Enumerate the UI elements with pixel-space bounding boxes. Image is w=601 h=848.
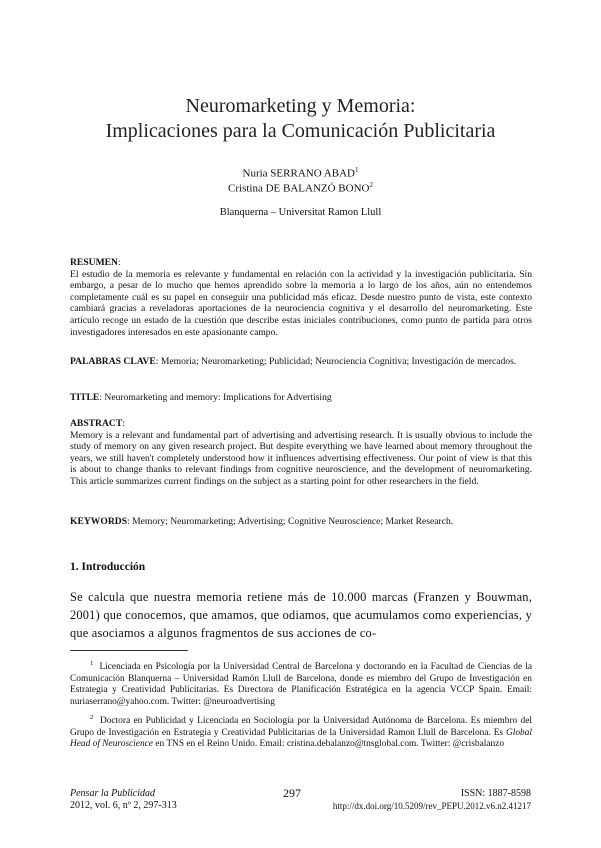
- footnote-2-text-after: en TNS en el Reino Unido. Email: cristina.debalanzo@tnsglobal.com. Twitter: @crisbalanzo: [152, 739, 505, 750]
- footnote-1-text: Licenciada en Psicología por la Universidad Central de Barcelona y doctorando en la Facultad de Ciencias de la Comunicación Blanquerna – Universidad Ramón Llull de Barcelona, donde es miembro del Grupo de Investigación en Estrategia y Creatividad Publicitarias. Es Directora de Planificación Estratégica en la agencia VCCP Spain. Email: nuriaserrano@yahoo.com. Twitter: @neuroadvertising: [70, 662, 533, 707]
- keywords-label: KEYWORDS: [70, 516, 128, 527]
- resumen-block: RESUMEN: El estudio de la memoria es relevante y fundamental en relación con la actividad y la investigación publicitaria. Sin embargo, a pesar de lo mucho que hemos aprendido sobre la memoria a lo largo de los años, aún no entendemos completamente cuál es su papel en conseguir una publicidad más eficaz. Desde nuestro punto de vista, este contexto cambiará gracias a reveladoras aportaciones de la neurociencia cognitiva y el desarrollo del neuromarketing. Este artículo recoge un estado de la cuestión que describe estas iniciales contribuciones, como punto de partida para otros investigadores interesados en este apasionante campo.: [70, 257, 532, 338]
- title-en-block: TITLE: Neuromarketing and memory: Implications for Advertising: [70, 392, 332, 403]
- title-line-2: Implicaciones para la Comunicación Publicitaria: [105, 120, 496, 142]
- author-1-footnote-mark[interactable]: 1: [354, 166, 359, 174]
- keywords-block: KEYWORDS: Memory; Neuromarketing; Advertising; Cognitive Neuroscience; Market Research.: [70, 516, 454, 527]
- footnote-2: [70, 712, 532, 751]
- keywords-text: Memory; Neuromarketing; Advertising; Cognitive Neuroscience; Market Research.: [132, 516, 454, 527]
- footer-volume: 2012, vol. 6, nº 2, 297-313: [70, 800, 177, 811]
- page-number: 297: [283, 786, 301, 800]
- author-2-name: Cristina DE BALANZÓ BONO: [228, 182, 370, 195]
- author-2: [0, 178, 601, 197]
- abstract-text: Memory is a relevant and fundamental part of advertising and advertising research. It is usually obvious to include the study of memory on any given research project. But despite everything we have learned about memory throughout the years, we still haven't completely understood how it influences advertising effectiveness. Our point of view is that this is about to change thanks to relevant findings from cognitive neuroscience, and the development of neuromarketing. This article summarizes current findings on the subject as a starting point for other researchers in the field.: [70, 429, 532, 487]
- affiliation: Blanquerna – Universitat Ramon Llull: [219, 207, 382, 218]
- palabras-clave-block: PALABRAS CLAVE: Memoria; Neuromarketing; Publicidad; Neurociencia Cognitiva; Investigación de mercados.: [70, 356, 517, 367]
- palabras-clave-text: Memoria; Neuromarketing; Publicidad; Neurociencia Cognitiva; Investigación de mercados.: [160, 356, 517, 367]
- abstract-label: ABSTRACT: [70, 418, 123, 429]
- title-en-label: TITLE: [70, 392, 100, 403]
- footer-issn: ISSN: 1887-8598: [460, 788, 531, 799]
- author-2-footnote-mark[interactable]: 2: [369, 181, 373, 189]
- author-1-name: Nuria SERRANO ABAD: [242, 167, 355, 180]
- intro-paragraph: Se calcula que nuestra memoria retiene más de 10.000 marcas (Franzen y Bouwman, 2001) que conocemos, que amamos, que odiamos, que acumulamos como experiencias, y que asociamos a algunos fragmentos de sus acciones de co-: [70, 590, 532, 640]
- footer-journal: Pensar la Publicidad: [70, 788, 155, 799]
- title-en-text: Neuromarketing and memory: Implications for Advertising: [104, 392, 332, 403]
- footer-doi[interactable]: http://dx.doi.org/10.5209/rev_PEPU.2012.v6.n2.41217: [332, 801, 531, 811]
- footnote-1: [70, 658, 532, 709]
- resumen-label: RESUMEN: [70, 257, 118, 268]
- resumen-text: El estudio de la memoria es relevante y fundamental en relación con la actividad y la investigación publicitaria. Sin embargo, a pesar de lo mucho que hemos aprendido sobre la memoria a lo largo de los años, aún no entendemos completamente cuál es su papel en conseguir una publicidad más eficaz. Desde nuestro punto de vista, este contexto cambiará gracias a reveladoras aportaciones de la neurociencia cognitiva y el desarrollo del neuromarketing. Este artículo recoge un estado de la cuestión que describe estas iniciales contribuciones, como punto de partida para otros investigadores interesados en este apasionante campo.: [70, 268, 532, 338]
- footnote-1-mark: 1: [90, 660, 94, 667]
- palabras-clave-label: PALABRAS CLAVE: [70, 356, 156, 367]
- footnote-2-mark: 2: [90, 714, 94, 721]
- section-heading: 1. Introducción: [70, 561, 146, 573]
- footnote-2-text-before: Doctora en Publicidad y Licenciada en Sociología por la Universidad Autónoma de Barcelona. Es miembro del Grupo de Investigación en Estrategia y Creatividad Publicitarias de la Universidad Ramon Llull de Barcelona. Es: [70, 716, 532, 738]
- title-line-1: Neuromarketing y Memoria:: [185, 95, 416, 117]
- footnote-divider: [70, 650, 188, 651]
- footnote-2-italic: Global Head of Neuroscience: [70, 727, 532, 750]
- abstract-block: ABSTRACT: Memory is a relevant and fundamental part of advertising and advertising research. It is usually obvious to include the study of memory on any given research project. But despite everything we have learned about memory throughout the years, we still haven't completely understood how it influences advertising effectiveness. Our point of view is that this is about to change thanks to relevant findings from cognitive neuroscience, and the development of neuromarketing. This article summarizes current findings on the subject as a starting point for other researchers in the field.: [70, 418, 532, 487]
